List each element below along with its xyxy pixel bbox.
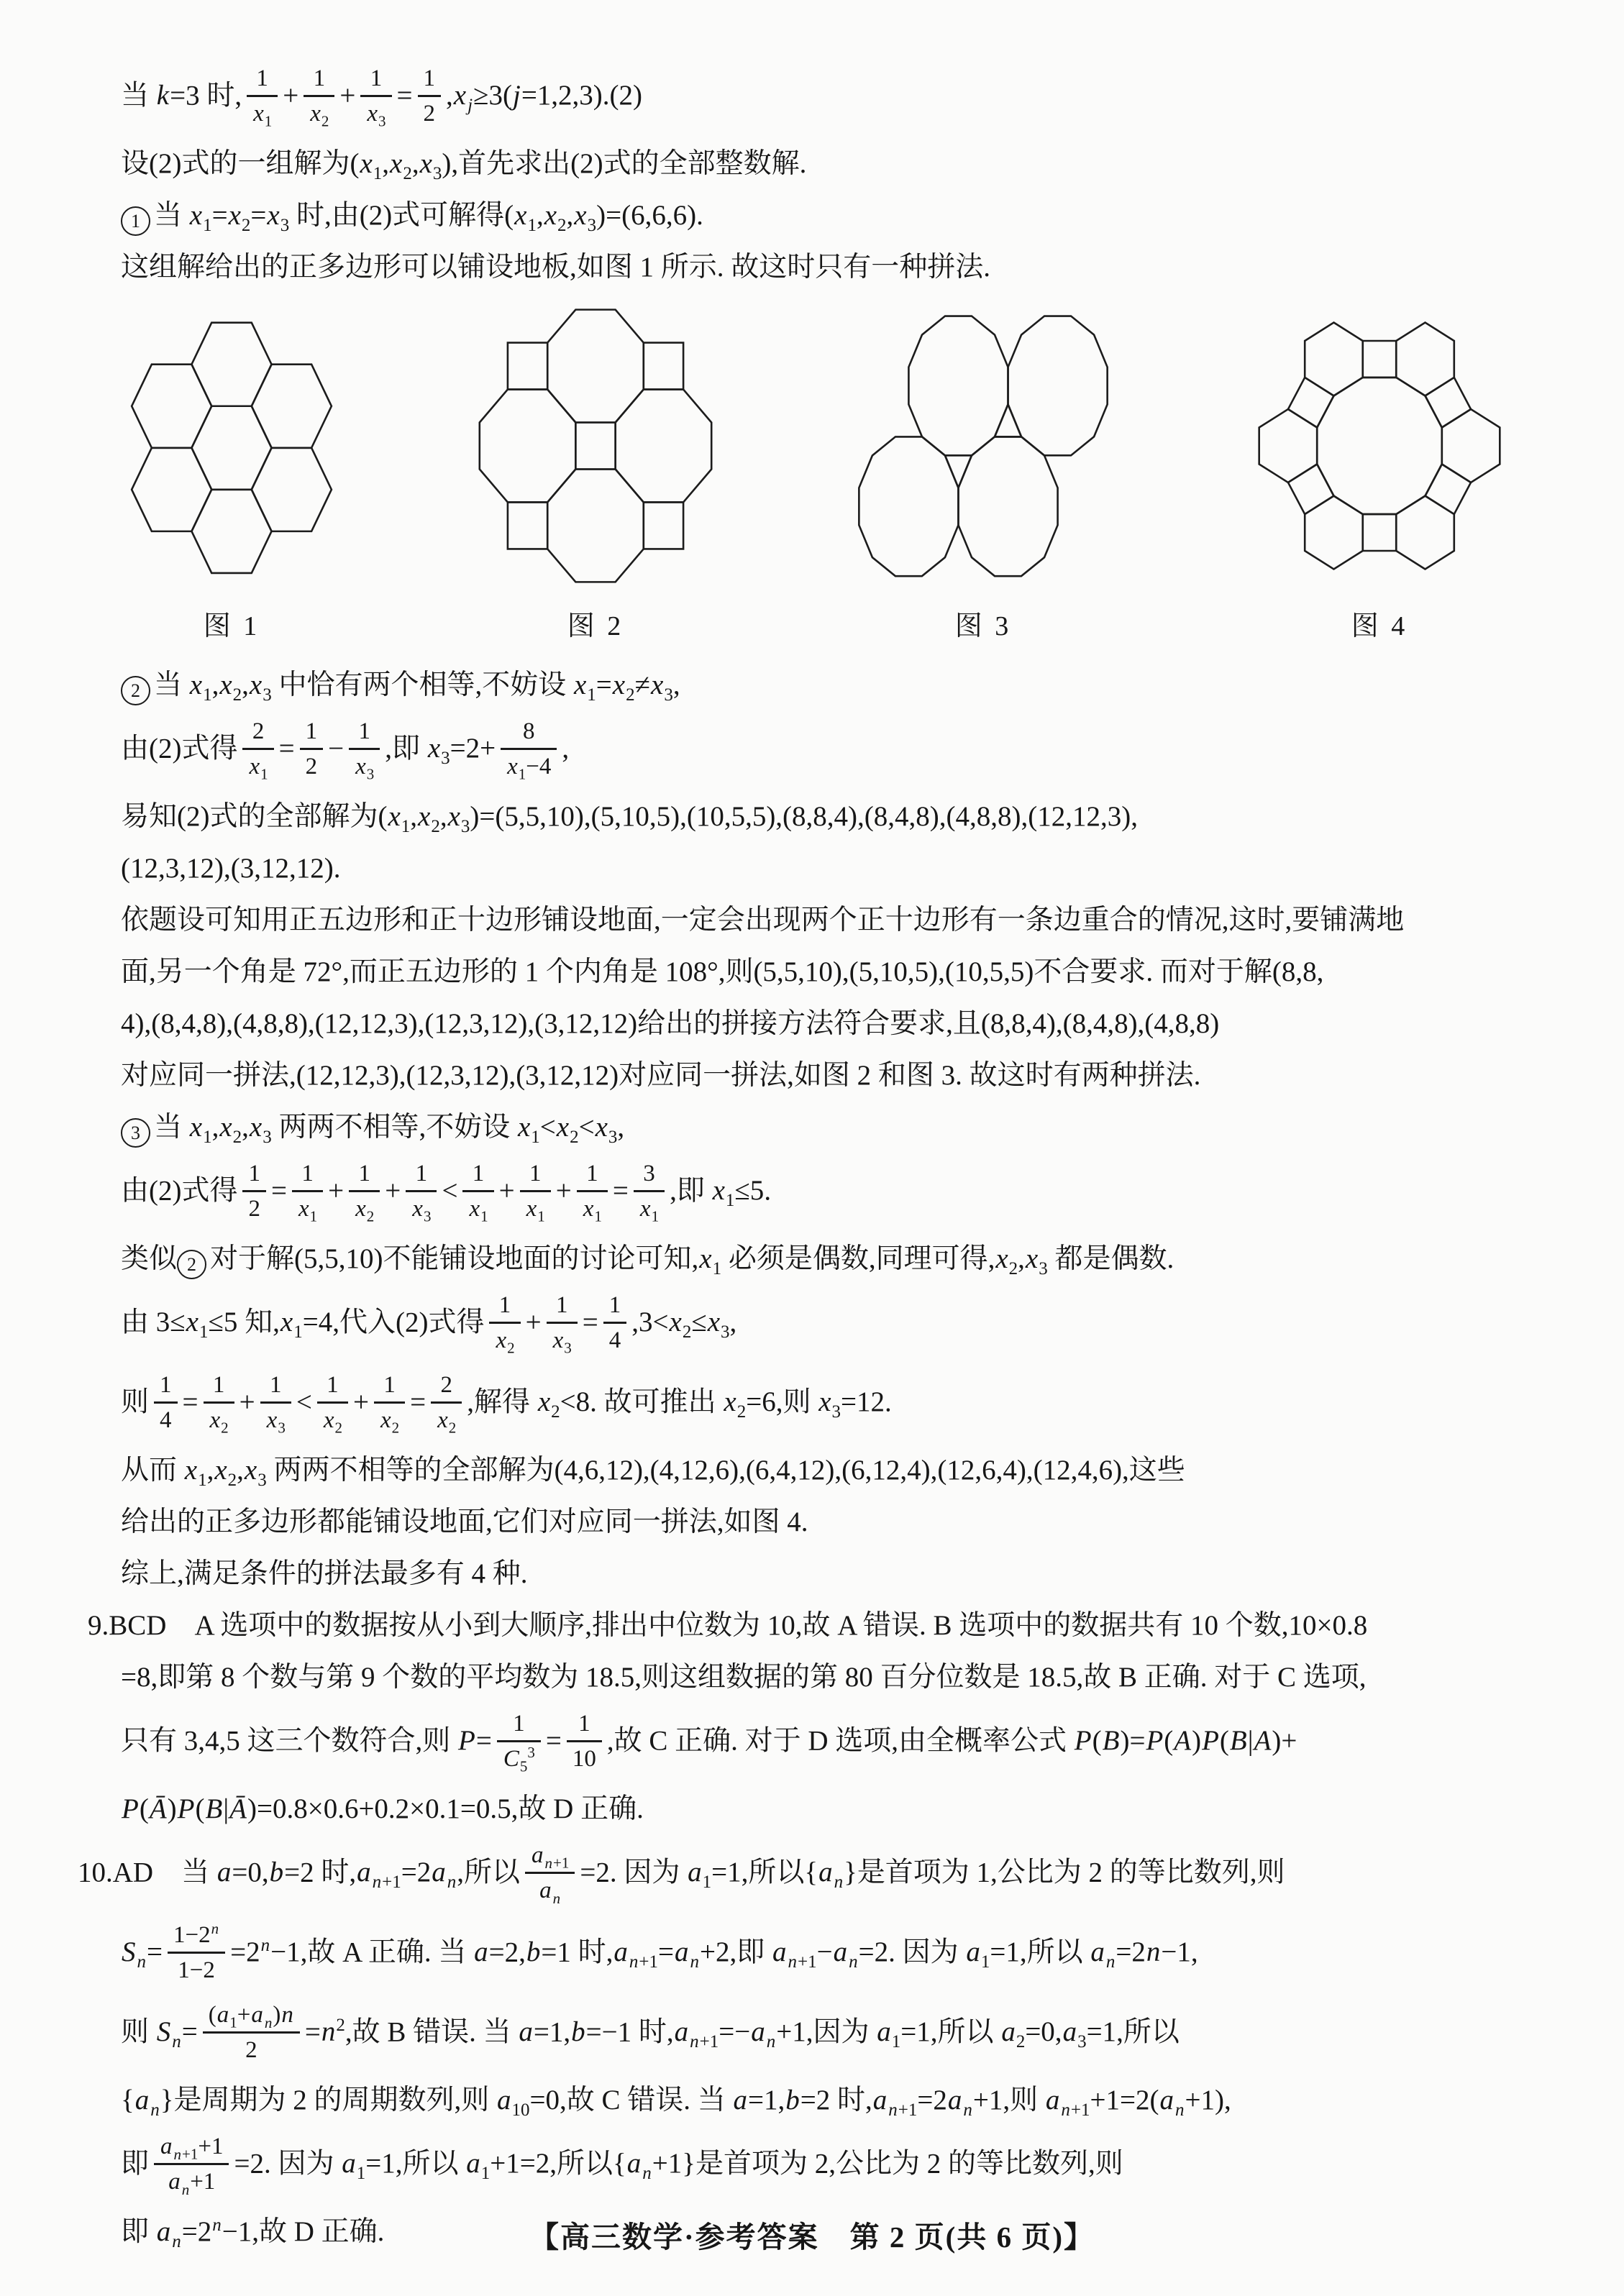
figure-caption: 图 1 bbox=[203, 611, 260, 641]
figure-caption: 图 4 bbox=[1351, 611, 1408, 641]
text-line: P(Ā)P(B|Ā)=0.8×0.6+0.2×0.1=0.5,故 D 正确. bbox=[122, 1793, 644, 1824]
figure-row bbox=[124, 306, 1507, 643]
fraction: $\frac{1}{4}$ bbox=[603, 1291, 627, 1355]
text-line: 对应同一拼法,(12,12,3),(12,3,12),(3,12,12)对应同一拼法,如图 2 和图 3. 故这时有两种拼法. bbox=[121, 1060, 1201, 1091]
fraction: $\frac{1}{x_3}$ bbox=[406, 1159, 437, 1223]
text-line: 这组解给出的正多边形可以铺设地板,如图 1 所示. 故这时只有一种拼法. bbox=[121, 252, 991, 283]
fraction: $\frac{1}{x_2}$ bbox=[317, 1371, 348, 1435]
text-line: $\{a_n\}$是周期为 2 的周期数列,则 $a_{10}=0$,故 C 错误. 当 a=1,b=2 时$,a_{n+1}=2a_n+1$,则 $a_{n+1}+1=2(a_n+1)$, bbox=[121, 2085, 1231, 2120]
page-footer: 【高三数学·参考答案 第 2 页(共 6 页)】 bbox=[529, 2220, 1095, 2254]
fraction: $\frac{1}{2}$ bbox=[242, 1159, 266, 1223]
circled-number: 3 bbox=[121, 1118, 150, 1148]
text-line: 当 k=3 时, $\frac{1}{x_1}$ + $\frac{1}{x_2}$ + $\frac{1}{x_3}$ = $\frac{1}{2}$ $,x_j\ge 3(j=1,2,3).(2)$ bbox=[121, 65, 643, 130]
figure-2 bbox=[476, 306, 715, 643]
hexagon-tiling-figure bbox=[124, 311, 339, 586]
fraction: $\frac{1}{x_1}$ bbox=[292, 1159, 323, 1223]
fraction: $\frac{2}{x_2}$ bbox=[431, 1371, 462, 1435]
figure-4 bbox=[1251, 306, 1507, 643]
fraction: $\frac{1}{x_3}$ bbox=[547, 1291, 578, 1355]
text-line: 10.AD 当 a=0,b=2 时$,a_{n+1}=2a_n$,所以 $\frac{a_{n+1}}{a_n}$ =2. 因为 $a_1=1$,所以$\{a_n\}$是首项为 1,公比为 2 的等比数列,则 bbox=[78, 1842, 1285, 1907]
figure-1 bbox=[124, 311, 339, 643]
fraction: $\frac{1}{x_3}$ bbox=[260, 1371, 291, 1435]
fraction: $\frac{1}{x_2}$ bbox=[204, 1371, 234, 1435]
text-line: 面,另一个角是 72°,而正五边形的 1 个内角是 108°,则(5,5,10),(5,10,5),(10,5,5)不合要求. 而对于解(8,8, bbox=[121, 956, 1324, 987]
dodecagon-hexagon-square-tiling-figure bbox=[1251, 306, 1507, 586]
fraction: $\frac{2}{x_1}$ bbox=[242, 717, 273, 781]
fraction: $\frac{3}{x_1}$ bbox=[634, 1159, 665, 1223]
circled-number: 1 bbox=[121, 206, 150, 236]
fraction: $\frac{1}{2}$ bbox=[418, 64, 442, 128]
fraction: $\frac{1}{C_5^3}$ bbox=[497, 1709, 541, 1773]
text-line: 4),(8,4,8),(4,8,8),(12,12,3),(12,3,12),(3,12,12)给出的拼接方法符合要求,且(8,8,4),(8,4,8),(4,8,8) bbox=[121, 1008, 1220, 1039]
fraction: $\frac{8}{x_1-4}$ bbox=[501, 717, 557, 781]
fraction: $\frac{1}{x_1}$ bbox=[462, 1159, 493, 1223]
text-line: 由(2)式得 $\frac{1}{2}$ = $\frac{1}{x_1}$ + $\frac{1}{x_2}$ + $\frac{1}{x_3}$ < $\frac{1}{x_1}$ + $\frac{1}{x_1}$ + $\frac{1}{x_1}$ = $\frac{3}{x_1}$ ,即 $x_1\le 5$. bbox=[121, 1161, 772, 1225]
fraction: $\frac{(a_1+a_n)n}{2}$ bbox=[203, 2000, 300, 2064]
text-line: 易知(2)式的全部解为$(x_1,x_2,x_3)=(5,5,10),(5,10,5),(10,5,5),(8,8,4),(8,4,8),(4,8,8),(12,12,3)$, bbox=[121, 801, 1138, 836]
dodecagon-triangle-tiling-figure bbox=[852, 306, 1115, 586]
fraction: $\frac{1}{x_1}$ bbox=[577, 1159, 608, 1223]
text-line: 依题设可知用正五边形和正十边形铺设地面,一定会出现两个正十边形有一条边重合的情况,这时,要铺满地 bbox=[121, 905, 1405, 936]
text-line: 由(2)式得 $\frac{2}{x_1}$ = $\frac{1}{2}$ − $\frac{1}{x_3}$ ,即 $x_3=2+$ $\frac{8}{x_1-4}$ , bbox=[121, 718, 570, 783]
text-line: 1 当 $x_1=x_2=x_3$ 时,由(2)式可解得$(x_1,x_2,x_3)=(6,6,6)$. bbox=[121, 193, 1518, 238]
circled-number: 2 bbox=[177, 1250, 206, 1279]
fraction: $\frac{1}{x_2}$ bbox=[489, 1291, 520, 1355]
fraction: $\frac{a_{n+1}+1}{a_n+1}$ bbox=[154, 2132, 229, 2196]
fraction: $\frac{1}{x_3}$ bbox=[349, 717, 380, 781]
text-line: 则 $S_n=$ $\frac{(a_1+a_n)n}{2}$ $=n^2$,故 B 错误. 当 a=1,b=−1 时$,a_{n+1}=-a_n+1$,因为 $a_1=1$,所以 $a_2=0,a_3=1$,所以 bbox=[121, 2002, 1180, 2063]
fraction: $\frac{1}{x_2}$ bbox=[304, 64, 334, 128]
text-line: 即 $a_n=2^n-1$,故 D 正确. bbox=[121, 2215, 385, 2251]
text-line: 只有 3,4,5 这三个数符合,则 P= $\frac{1}{C_5^3}$ = $\frac{1}{10}$ ,故 C 正确. 对于 D 选项,由全概率公式 P(B)=P(A)P(B|A)+ bbox=[121, 1711, 1297, 1775]
fraction: $\frac{1}{4}$ bbox=[154, 1371, 178, 1435]
text-line: 2 当 $x_1,x_2,x_3$ 中恰有两个相等,不妨设 $x_1=x_2\ne x_3$, bbox=[121, 663, 1518, 708]
fraction: $\frac{1}{2}$ bbox=[300, 717, 324, 781]
circled-number: 2 bbox=[121, 676, 150, 705]
text-line: 类似 2 对于解(5,5,10)不能铺设地面的讨论可知$,x_1$ 必须是偶数,同理可得$,x_2,x_3$ 都是偶数. bbox=[121, 1243, 1174, 1279]
fraction: $\frac{1}{x_2}$ bbox=[374, 1371, 405, 1435]
text-line: (12,3,12),(3,12,12). bbox=[121, 853, 341, 884]
fraction: $\frac{1}{x_1}$ bbox=[247, 64, 278, 128]
text-line: 即 $\frac{a_{n+1}+1}{a_n+1}$ =2. 因为 $a_1=1$,所以 $a_1+1=2$,所以$\{a_n+1\}$是首项为 2,公比为 2 的等比数列,则 bbox=[121, 2133, 1123, 2198]
octagon-square-tiling-figure bbox=[476, 306, 715, 586]
text-line: 设(2)式的一组解为$(x_1,x_2,x_3)$,首先求出(2)式的全部整数解. bbox=[121, 148, 807, 183]
fraction: $\frac{a_{n+1}}{a_n}$ bbox=[525, 1841, 575, 1905]
fraction: $\frac{1}{x_3}$ bbox=[360, 64, 391, 128]
text-line: 则 $\frac{1}{4}$ = $\frac{1}{x_2}$ + $\frac{1}{x_3}$ < $\frac{1}{x_2}$ + $\frac{1}{x_2}$ = $\frac{2}{x_2}$ ,解得 $x_2<8$. 故可推出 $x_2=6$,则 $x_3=12$. bbox=[121, 1372, 892, 1437]
text-line: =8,即第 8 个数与第 9 个数的平均数为 18.5,则这组数据的第 80 百分位数是 18.5,故 B 正确. 对于 C 选项, bbox=[121, 1662, 1367, 1693]
text-line: $S_n=$ $\frac{1-2^n}{1-2}$ $=2^n-1$,故 A 正确. 当 a=2,b=1 时$,a_{n+1}=a_n+2$,即 $a_{n+1}-a_n=2$. 因为 $a_1=1$,所以 $a_n=2n-1$, bbox=[122, 1920, 1198, 1983]
fraction: $\frac{1}{10}$ bbox=[567, 1709, 602, 1773]
text-line: 综上,满足条件的拼法最多有 4 种. bbox=[121, 1558, 528, 1589]
figure-3 bbox=[852, 306, 1115, 643]
fraction: $\frac{1-2^n}{1-2}$ bbox=[168, 1921, 225, 1985]
figure-caption: 图 3 bbox=[954, 611, 1012, 641]
text-line: 从而 $x_1,x_2,x_3$ 两两不相等的全部解为(4,6,12),(4,12,6),(6,4,12),(6,12,4),(12,6,4),(12,4,6),这些 bbox=[121, 1455, 1185, 1490]
text-line: 给出的正多边形都能铺设地面,它们对应同一拼法,如图 4. bbox=[121, 1506, 808, 1537]
fraction: $\frac{1}{x_2}$ bbox=[349, 1159, 380, 1223]
text-line: 3 当 $x_1,x_2,x_3$ 两两不相等,不妨设 $x_1<x_2<x_3$, bbox=[121, 1105, 1518, 1150]
figure-caption: 图 2 bbox=[567, 611, 624, 641]
text-line: 9.BCD A 选项中的数据按从小到大顺序,排出中位数为 10,故 A 错误. B 选项中的数据共有 10 个数,10×0.8 bbox=[88, 1610, 1368, 1641]
text-line: 由 $3\le x_1\le 5$ 知$,x_1=4$,代入(2)式得 $\frac{1}{x_2}$ + $\frac{1}{x_3}$ = $\frac{1}{4}$ $,3<x_2\le x_3$, bbox=[121, 1292, 737, 1357]
fraction: $\frac{1}{x_1}$ bbox=[520, 1159, 551, 1223]
